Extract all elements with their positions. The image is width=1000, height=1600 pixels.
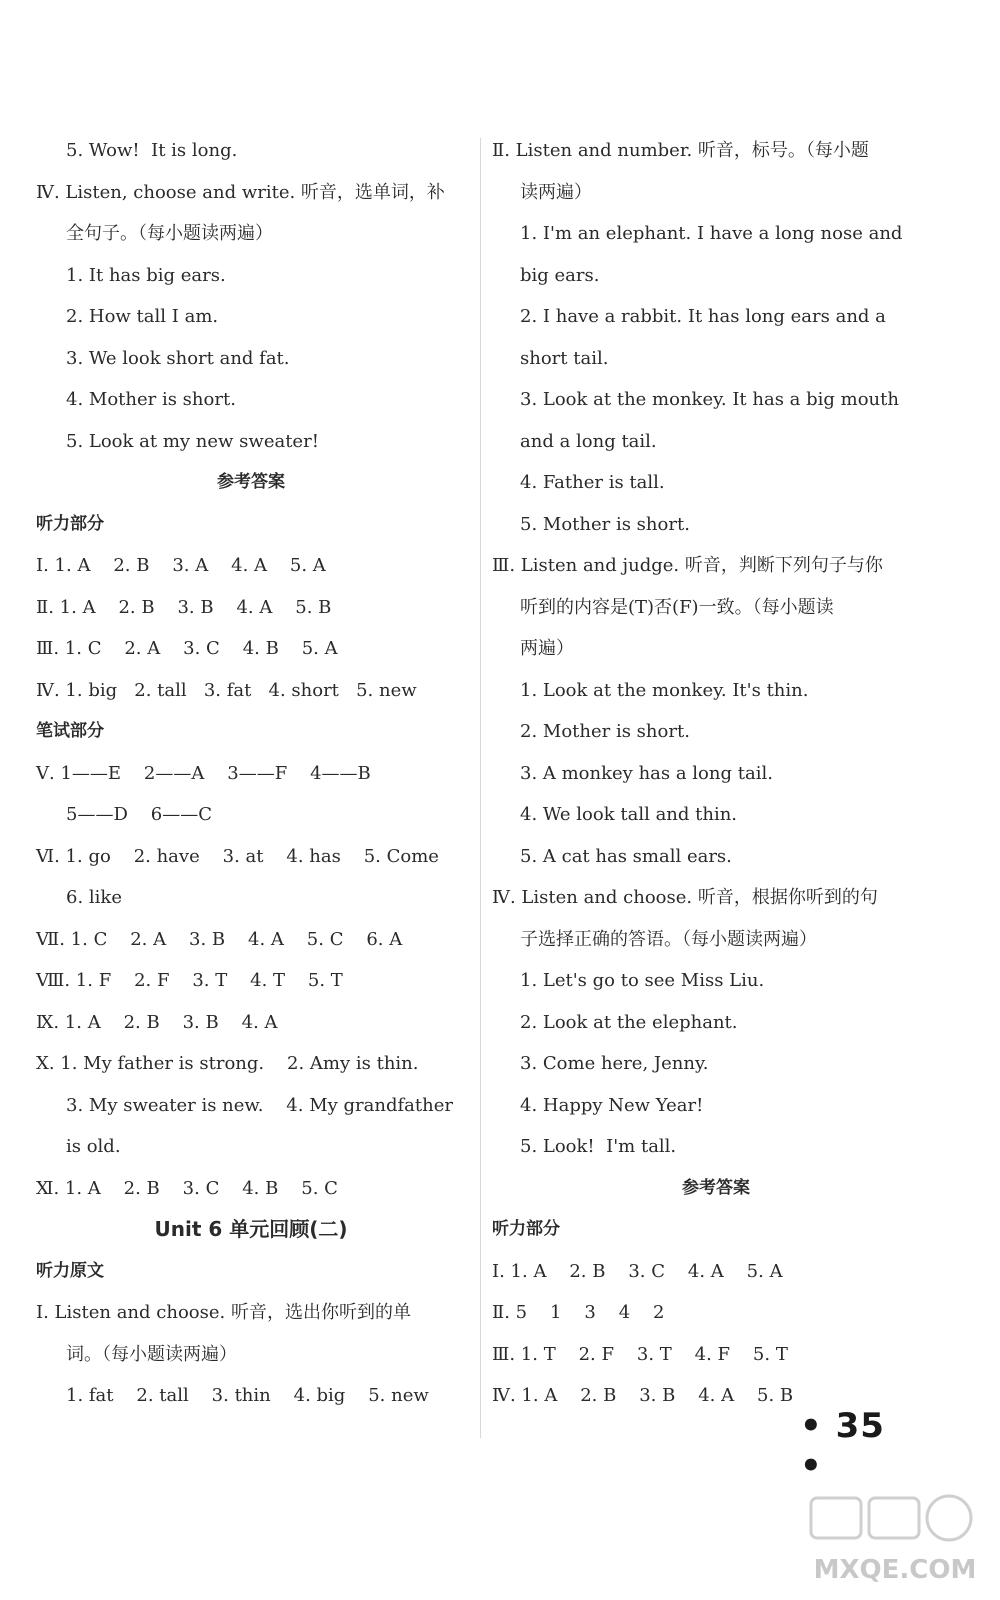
answer-line: Ⅳ. 1. big 2. tall 3. fat 4. short 5. new — [36, 679, 417, 701]
answer-line: Ⅺ. 1. A 2. B 3. C 4. B 5. C — [36, 1177, 338, 1199]
answer-line: Ⅴ. 1——E 2——A 3——F 4——B — [36, 762, 371, 784]
text-line: 5. Look! I'm tall. — [520, 1136, 677, 1157]
text-line: 2. How tall I am. — [66, 306, 219, 327]
text-line: big ears. — [520, 264, 600, 286]
section-heading: Ⅲ. Listen and judge. 听音，判断下列句子与你 — [492, 555, 883, 576]
text-line: 词。（每小题读两遍） — [66, 1343, 237, 1365]
right-column — [492, 130, 940, 1417]
text-line: short tail. — [520, 347, 609, 369]
text-line: 听到的内容是(T)否(F)一致。（每小题读 — [520, 596, 834, 618]
text-line: 4. Mother is short. — [66, 389, 236, 410]
listening-section-heading: 听力部分 — [492, 1219, 560, 1239]
text-line: 1. Let's go to see Miss Liu. — [520, 970, 765, 991]
text-line: 5. Wow! It is long. — [66, 140, 238, 161]
page-number: • 35 • — [800, 1406, 885, 1486]
answer-line: Ⅶ. 1. C 2. A 3. B 4. A 5. C 6. A — [36, 928, 403, 950]
text-line: 3. Come here, Jenny. — [520, 1053, 709, 1074]
answer-line: is old. — [66, 1136, 121, 1157]
text-line: 2. Look at the elephant. — [520, 1011, 738, 1033]
text-line: 读两遍） — [520, 181, 592, 203]
column-divider — [480, 138, 481, 1438]
answer-line: Ⅰ. 1. A 2. B 3. A 4. A 5. A — [36, 555, 326, 576]
answer-line: Ⅱ. 1. A 2. B 3. B 4. A 5. B — [36, 596, 332, 618]
left-column — [36, 130, 466, 1417]
text-line: 5. A cat has small ears. — [520, 845, 732, 867]
answer-line: Ⅲ. 1. C 2. A 3. C 4. B 5. A — [36, 638, 338, 659]
transcript-heading: 听力原文 — [36, 1260, 104, 1281]
text-line: 4. We look tall and thin. — [520, 804, 738, 825]
text-line: 1. fat 2. tall 3. thin 4. big 5. new — [66, 1385, 429, 1406]
text-line: 5. Mother is short. — [520, 513, 690, 535]
section-heading: Ⅱ. Listen and number. 听音，标号。（每小题 — [492, 140, 869, 161]
text-line: 5. Look at my new sweater! — [66, 430, 319, 452]
text-line: 4. Father is tall. — [520, 472, 665, 493]
answer-line: Ⅰ. 1. A 2. B 3. C 4. A 5. A — [492, 1260, 783, 1282]
answer-line: 6. like — [66, 887, 122, 908]
answer-line: Ⅳ. 1. A 2. B 3. B 4. A 5. B — [492, 1385, 794, 1406]
answer-line: Ⅷ. 1. F 2. F 3. T 4. T 5. T — [36, 970, 343, 991]
text-line: 子选择正确的答语。（每小题读两遍） — [520, 928, 817, 950]
watermark-logo — [805, 1490, 985, 1590]
text-line: 2. Mother is short. — [520, 721, 690, 742]
text-line: and a long tail. — [520, 430, 657, 452]
answer-line: Ⅲ. 1. T 2. F 3. T 4. F 5. T — [492, 1343, 788, 1365]
unit-title: Unit 6 单元回顾(二) — [154, 1217, 348, 1241]
answer-line: Ⅱ. 5 1 3 4 2 — [492, 1302, 665, 1323]
text-line: 3. We look short and fat. — [66, 347, 290, 369]
text-line: 1. It has big ears. — [66, 264, 226, 286]
answer-line: Ⅵ. 1. go 2. have 3. at 4. has 5. Come — [36, 845, 439, 867]
section-heading: Ⅳ. Listen, choose and write. 听音，选单词，补 — [36, 181, 445, 203]
answer-line: 5——D 6——C — [66, 804, 212, 825]
text-line: 全句子。（每小题读两遍） — [66, 223, 273, 244]
written-section-heading: 笔试部分 — [36, 721, 104, 741]
text-line: 两遍） — [520, 638, 574, 659]
answer-line: Ⅸ. 1. A 2. B 3. B 4. A — [36, 1011, 278, 1033]
text-line: 4. Happy New Year! — [520, 1094, 704, 1116]
text-line: 3. A monkey has a long tail. — [520, 762, 773, 784]
text-line: 3. Look at the monkey. It has a big mouth — [520, 389, 899, 410]
section-heading: Ⅰ. Listen and choose. 听音，选出你听到的单 — [36, 1302, 411, 1323]
answer-key-title: 参考答案 — [217, 472, 285, 492]
answer-line: 3. My sweater is new. 4. My grandfather — [66, 1094, 453, 1116]
section-heading: Ⅳ. Listen and choose. 听音，根据你听到的句 — [492, 887, 878, 908]
answer-key-title: 参考答案 — [682, 1177, 750, 1198]
listening-section-heading: 听力部分 — [36, 513, 104, 534]
answer-line: Ⅹ. 1. My father is strong. 2. Amy is thin. — [36, 1053, 419, 1074]
watermark-text: MXQE.COM — [813, 1555, 977, 1585]
text-line: 1. I'm an elephant. I have a long nose and — [520, 223, 903, 244]
text-line: 2. I have a rabbit. It has long ears and a — [520, 306, 886, 327]
text-line: 1. Look at the monkey. It's thin. — [520, 679, 809, 701]
